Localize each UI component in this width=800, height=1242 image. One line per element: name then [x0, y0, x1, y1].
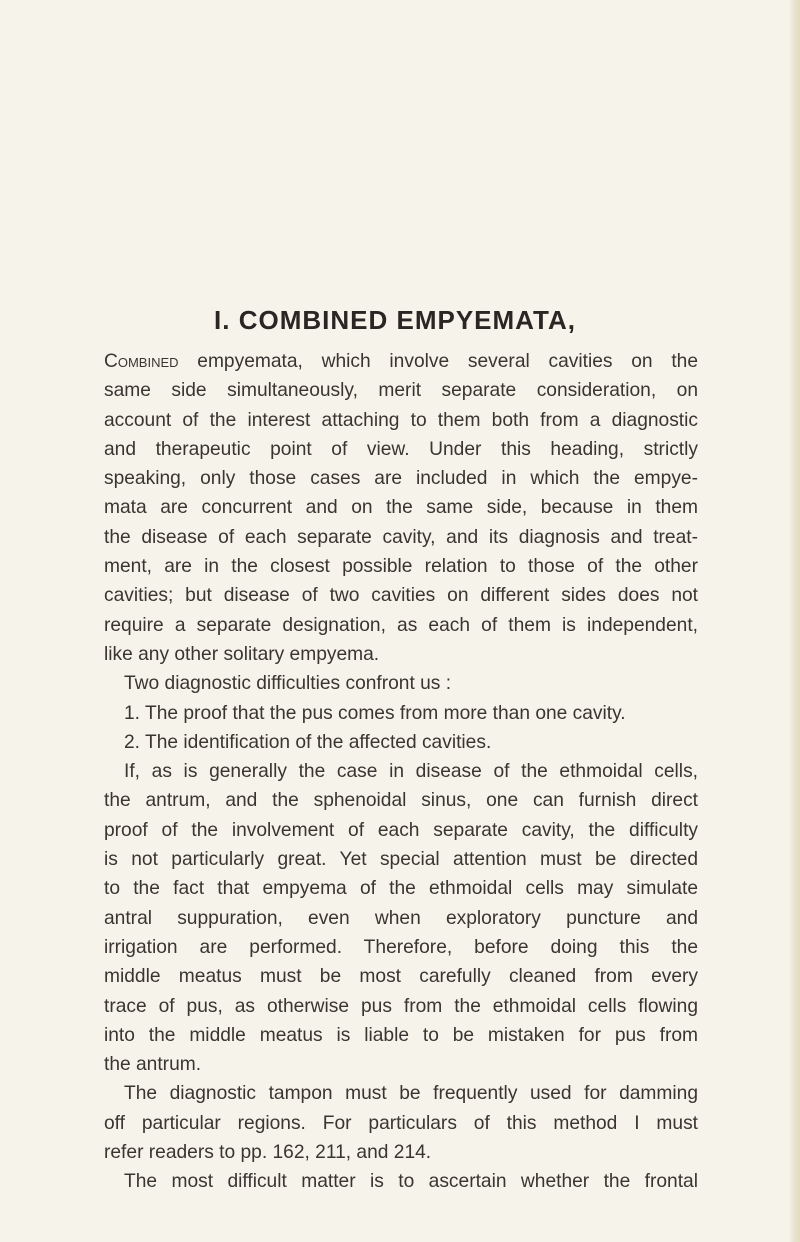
- text-line: refer readers to pp. 162, 211, and 214.: [104, 1142, 432, 1164]
- text-line: antral suppuration, even when exploratory puncture and: [104, 907, 698, 929]
- text-line: proof of the involvement of each separate cavity, the difficulty: [104, 819, 698, 841]
- text-line: to the fact that empyema of the ethmoidal cells may simulate: [104, 878, 698, 900]
- paragraph-difficulties: [104, 669, 698, 698]
- text-line: Two diagnostic difficulties confront us :: [124, 673, 452, 695]
- text-line: same side simultaneously, merit separate consideration, on: [104, 380, 698, 402]
- text-line: require a separate designation, as each of them is independent,: [104, 614, 698, 636]
- list-item-2: [104, 728, 698, 757]
- text-line: Combined empyemata, which involve several cavities on the: [104, 351, 698, 372]
- text-line: The diagnostic tampon must be frequently used for damming: [124, 1083, 698, 1105]
- text-line: The most difficult matter is to ascertain whether the frontal: [124, 1171, 698, 1193]
- text-line: like any other solitary empyema.: [104, 643, 380, 665]
- text-line: the antrum, and the sphenoidal sinus, one can furnish direct: [104, 790, 698, 812]
- text-line: 2. The identification of the affected cavities.: [124, 731, 492, 753]
- text-line: the antrum.: [104, 1054, 202, 1076]
- text-line: speaking, only those cases are included in which the empye-: [104, 468, 698, 490]
- lead-word: Combined: [104, 351, 179, 372]
- paragraph-combined-empyemata: [104, 347, 698, 669]
- text-line: middle meatus must be most carefully cleaned from every: [104, 966, 698, 988]
- section-heading: I. COMBINED EMPYEMATA,: [214, 305, 576, 335]
- paragraph-ethmoidal-cells: [104, 757, 698, 1079]
- text-line: 1. The proof that the pus comes from more than one cavity.: [124, 702, 626, 724]
- text-line: ment, are in the closest possible relation to those of the other: [104, 556, 698, 578]
- text-line: and therapeutic point of view. Under this heading, strictly: [104, 438, 698, 460]
- text-line: is not particularly great. Yet special attention must be directed: [104, 849, 698, 871]
- paragraph-frontal: [104, 1167, 698, 1196]
- text-line: off particular regions. For particulars of this method I must: [104, 1112, 698, 1134]
- text-line: the disease of each separate cavity, and its diagnosis and treat-: [104, 526, 698, 548]
- text-line: irrigation are performed. Therefore, before doing this the: [104, 936, 698, 958]
- page-edge: [790, 0, 800, 1242]
- section-body: [104, 347, 698, 1197]
- paragraph-diagnostic-tampon: [104, 1079, 698, 1167]
- text-line: account of the interest attaching to them both from a diagnostic: [104, 409, 698, 431]
- text-line: trace of pus, as otherwise pus from the ethmoidal cells flowing: [104, 995, 698, 1017]
- list-item-1: [104, 699, 698, 728]
- text-line: If, as is generally the case in disease of the ethmoidal cells,: [124, 761, 698, 783]
- text-line: mata are concurrent and on the same side, because in them: [104, 497, 698, 519]
- text-line: cavities; but disease of two cavities on different sides does not: [104, 585, 698, 607]
- text-line: into the middle meatus is liable to be mistaken for pus from: [104, 1024, 698, 1046]
